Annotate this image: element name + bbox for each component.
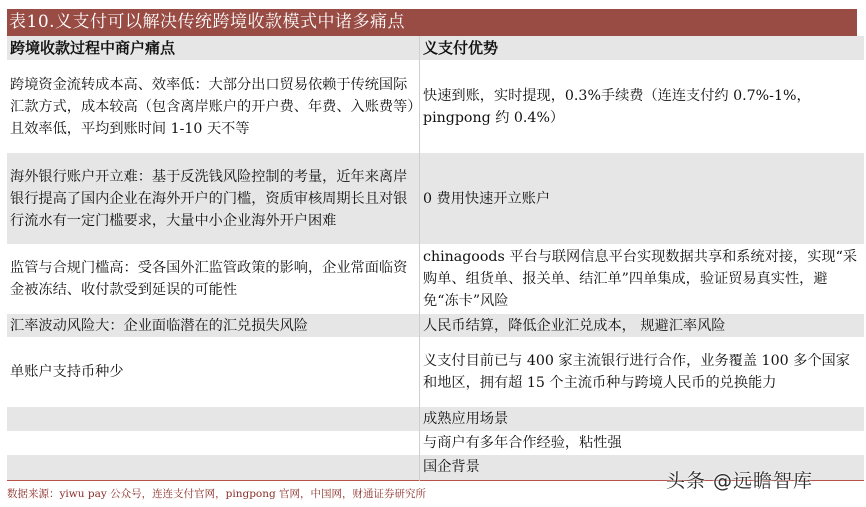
advantage-cell: 人民币结算，降低企业汇兑成本， 规避汇率风险 <box>420 314 865 337</box>
comparison-table <box>7 36 864 481</box>
table-row <box>7 431 864 455</box>
watermark: 头条 @远瞻智库 <box>666 470 814 492</box>
table-row <box>7 60 864 153</box>
pain-cell: 海外银行账户开立难：基于反洗钱风险控制的考量，近年来离岸银行提高了国内企业在海外开户的门槛，资质审核周期长且对银行流水有一定门槛要求，大量中小企业海外开户困难 <box>7 153 420 244</box>
pain-cell: 单账户支持币种少 <box>7 337 420 407</box>
pain-cell <box>7 431 420 455</box>
table-row <box>7 244 864 314</box>
pain-cell: 跨境资金流转成本高、效率低：大部分出口贸易依赖于传统国际汇款方式，成本较高（包含离岸账户的开户费、年费、入账费等）且效率低，平均到账时间 1-10 天不等 <box>7 60 420 153</box>
advantage-cell: 快速到账，实时提现，0.3%手续费（连连支付约 0.7%-1%，pingpong 约 0.4%） <box>420 60 865 153</box>
pain-cell <box>7 455 420 480</box>
advantage-cell: 成熟应用场景 <box>420 407 865 431</box>
pain-cell: 监管与合规门槛高：受各国外汇监管政策的影响，企业常面临资金被冻结、收付款受到延误的可能性 <box>7 244 420 314</box>
pain-cell <box>7 407 420 431</box>
table-row <box>7 153 864 244</box>
header-advantages: 义支付优势 <box>420 36 865 60</box>
header-pain-points: 跨境收款过程中商户痛点 <box>7 36 420 60</box>
pain-cell: 汇率波动风险大：企业面临潜在的汇兑损失风险 <box>7 314 420 337</box>
advantage-cell: 0 费用快速开立账户 <box>420 153 865 244</box>
comparison-table-container <box>7 9 857 481</box>
advantage-cell: 国企背景 <box>420 455 865 480</box>
table-row <box>7 407 864 431</box>
data-source-note: 数据来源：yiwu pay 公众号，连连支付官网，pingpong 官网，中国网，财通证券研究所 <box>7 488 427 500</box>
table-title: 表10.义支付可以解决传统跨境收款模式中诸多痛点 <box>7 9 857 36</box>
table-row <box>7 314 864 337</box>
table-row <box>7 337 864 407</box>
advantage-cell: chinagoods 平台与联网信息平台实现数据共享和系统对接，实现“采购单、组货单、报关单、结汇单”四单集成，验证贸易真实性，避免“冻卡”风险 <box>420 244 865 314</box>
advantage-cell: 义支付目前已与 400 家主流银行进行合作，业务覆盖 100 多个国家和地区，拥有超 15 个主流币种与跨境人民币的兑换能力 <box>420 337 865 407</box>
table-header-row <box>7 36 864 60</box>
advantage-cell: 与商户有多年合作经验，粘性强 <box>420 431 865 455</box>
